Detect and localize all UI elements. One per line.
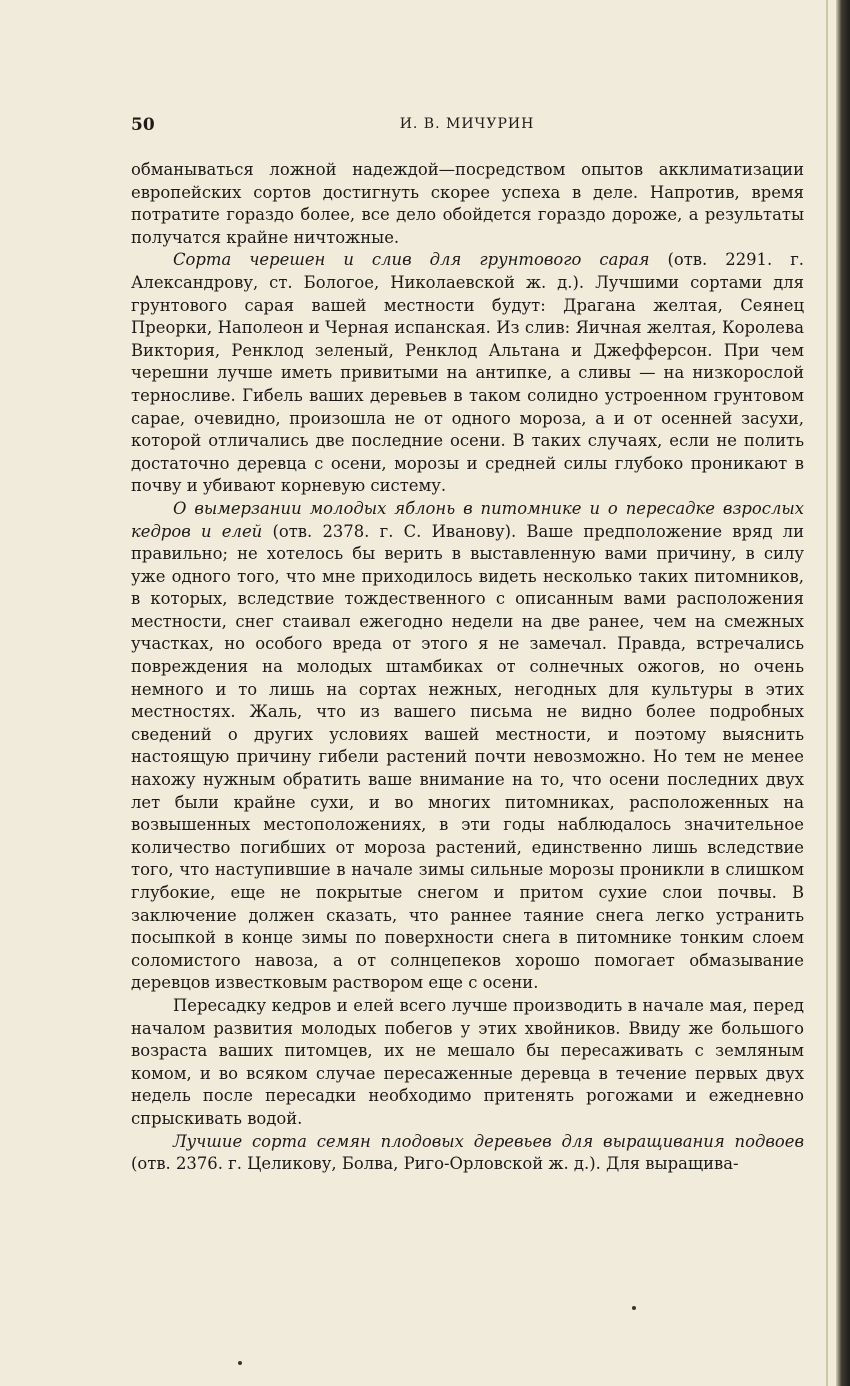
- page-number: 50: [131, 115, 155, 135]
- paragraph: [131, 995, 804, 1131]
- section-title: Лучшие сорта семян плодовых деревьев для выращивания подвоев: [173, 1131, 804, 1151]
- page-header: [131, 115, 803, 139]
- paragraph-text: (отв. 2378. г. С. Иванову). Ваше предположение вряд ли правильно; не хотелось бы верить в выставленную вами причину, в силу уже одного того, что мне приходилось видеть несколько таких питомников, в которых, вследствие тождественного с описанным вами расположения местности, снег стаивал ежегодно недели на две ранее, чем на смежных участках, но особого вреда от этого я не замечал. Правда, встречались повреждения на молодых штамбиках от солнечных ожогов, но очень немного и то лишь на сортах нежных, негодных для культуры в этих местностях. Жаль, что из вашего письма не видно более подробных сведений о других условиях вашей местности, и поэтому выяснить настоящую причину гибели растений почти невозможно. Но тем не менее нахожу нужным обратить ваше внимание на то, что осени последних двух лет были крайне сухи, и во многих питомниках, расположенных на возвышенных местоположениях, в эти годы наблюдалось значительное количество погибших от мороза растений, единственно лишь вследствие того, что наступившие в начале зимы сильные морозы проникли в слишком глубокие, еще не покрытые снегом и притом сухие слои почвы. В заключение должен сказать, что раннее таяние снега легко устранить посыпкой в конце зимы по поверхности снега в питомнике тонким слоем соломистого навоза, а от солнцепеков хорошо помогает обмазывание деревцов известковым раствором еще с осени.: [131, 521, 804, 993]
- running-head: И. В. МИЧУРИН: [399, 116, 535, 132]
- section-title: О вымерзании молодых яблонь в питомнике и о пересадке взрослых кедров и елей: [131, 498, 804, 541]
- paragraph: [131, 249, 804, 498]
- paragraph-text: обманываться ложной надеждой—посредством опытов акклиматизации европейских сортов достигнуть скорее успеха в деле. Напротив, время потратите гораздо более, все дело обойдется гораздо дороже, а результаты получатся крайне ничтожные.: [131, 160, 804, 247]
- body-text: [131, 159, 804, 1176]
- page-edge-line: [826, 0, 828, 1386]
- speck-mark: [238, 1361, 242, 1365]
- paragraph-text: (отв. 2376. г. Целикову, Болва, Риго-Орловской ж. д.). Для выращива-: [131, 1154, 739, 1174]
- speck-mark: [632, 1306, 636, 1310]
- paragraph-text: Пересадку кедров и елей всего лучше производить в начале мая, перед началом развития молодых побегов у этих хвойников. Ввиду же большого возраста ваших питомцев, их не мешало бы пересаживать с земляным комом, и во всяком случае пересаженные деревца в течение первых двух недель после пересадки необходимо притенять рогожами и ежедневно спрыскивать водой.: [131, 995, 804, 1128]
- paragraph: [131, 498, 804, 995]
- book-spine-shadow: [836, 0, 850, 1386]
- paragraph: [131, 159, 804, 249]
- paragraph-text: (отв. 2291. г. Александрову, ст. Бологое, Николаевской ж. д.). Лучшими сортами для грунтового сарая вашей местности будут: Драгана желтая, Сеянец Преорки, Наполеон и Черная испанская. Из слив: Яичная желтая, Королева Виктория, Ренклод зеленый, Ренклод Альтана и Джефферсон. При чем черешни лучше иметь привитыми на антипке, а сливы — на низкорослой терносливе. Гибель ваших деревьев в таком солидно устроенном грунтовом сарае, очевидно, произошла не от одного мороза, а и от осенней засухи, которой отличались две последние осени. В таких случаях, если не полить достаточно деревца с осени, морозы и средней силы глубоко проникают в почву и убивают корневую систему.: [131, 250, 804, 496]
- section-title: Сорта черешен и слив для грунтового сарая: [173, 250, 650, 270]
- paragraph: [131, 1131, 804, 1176]
